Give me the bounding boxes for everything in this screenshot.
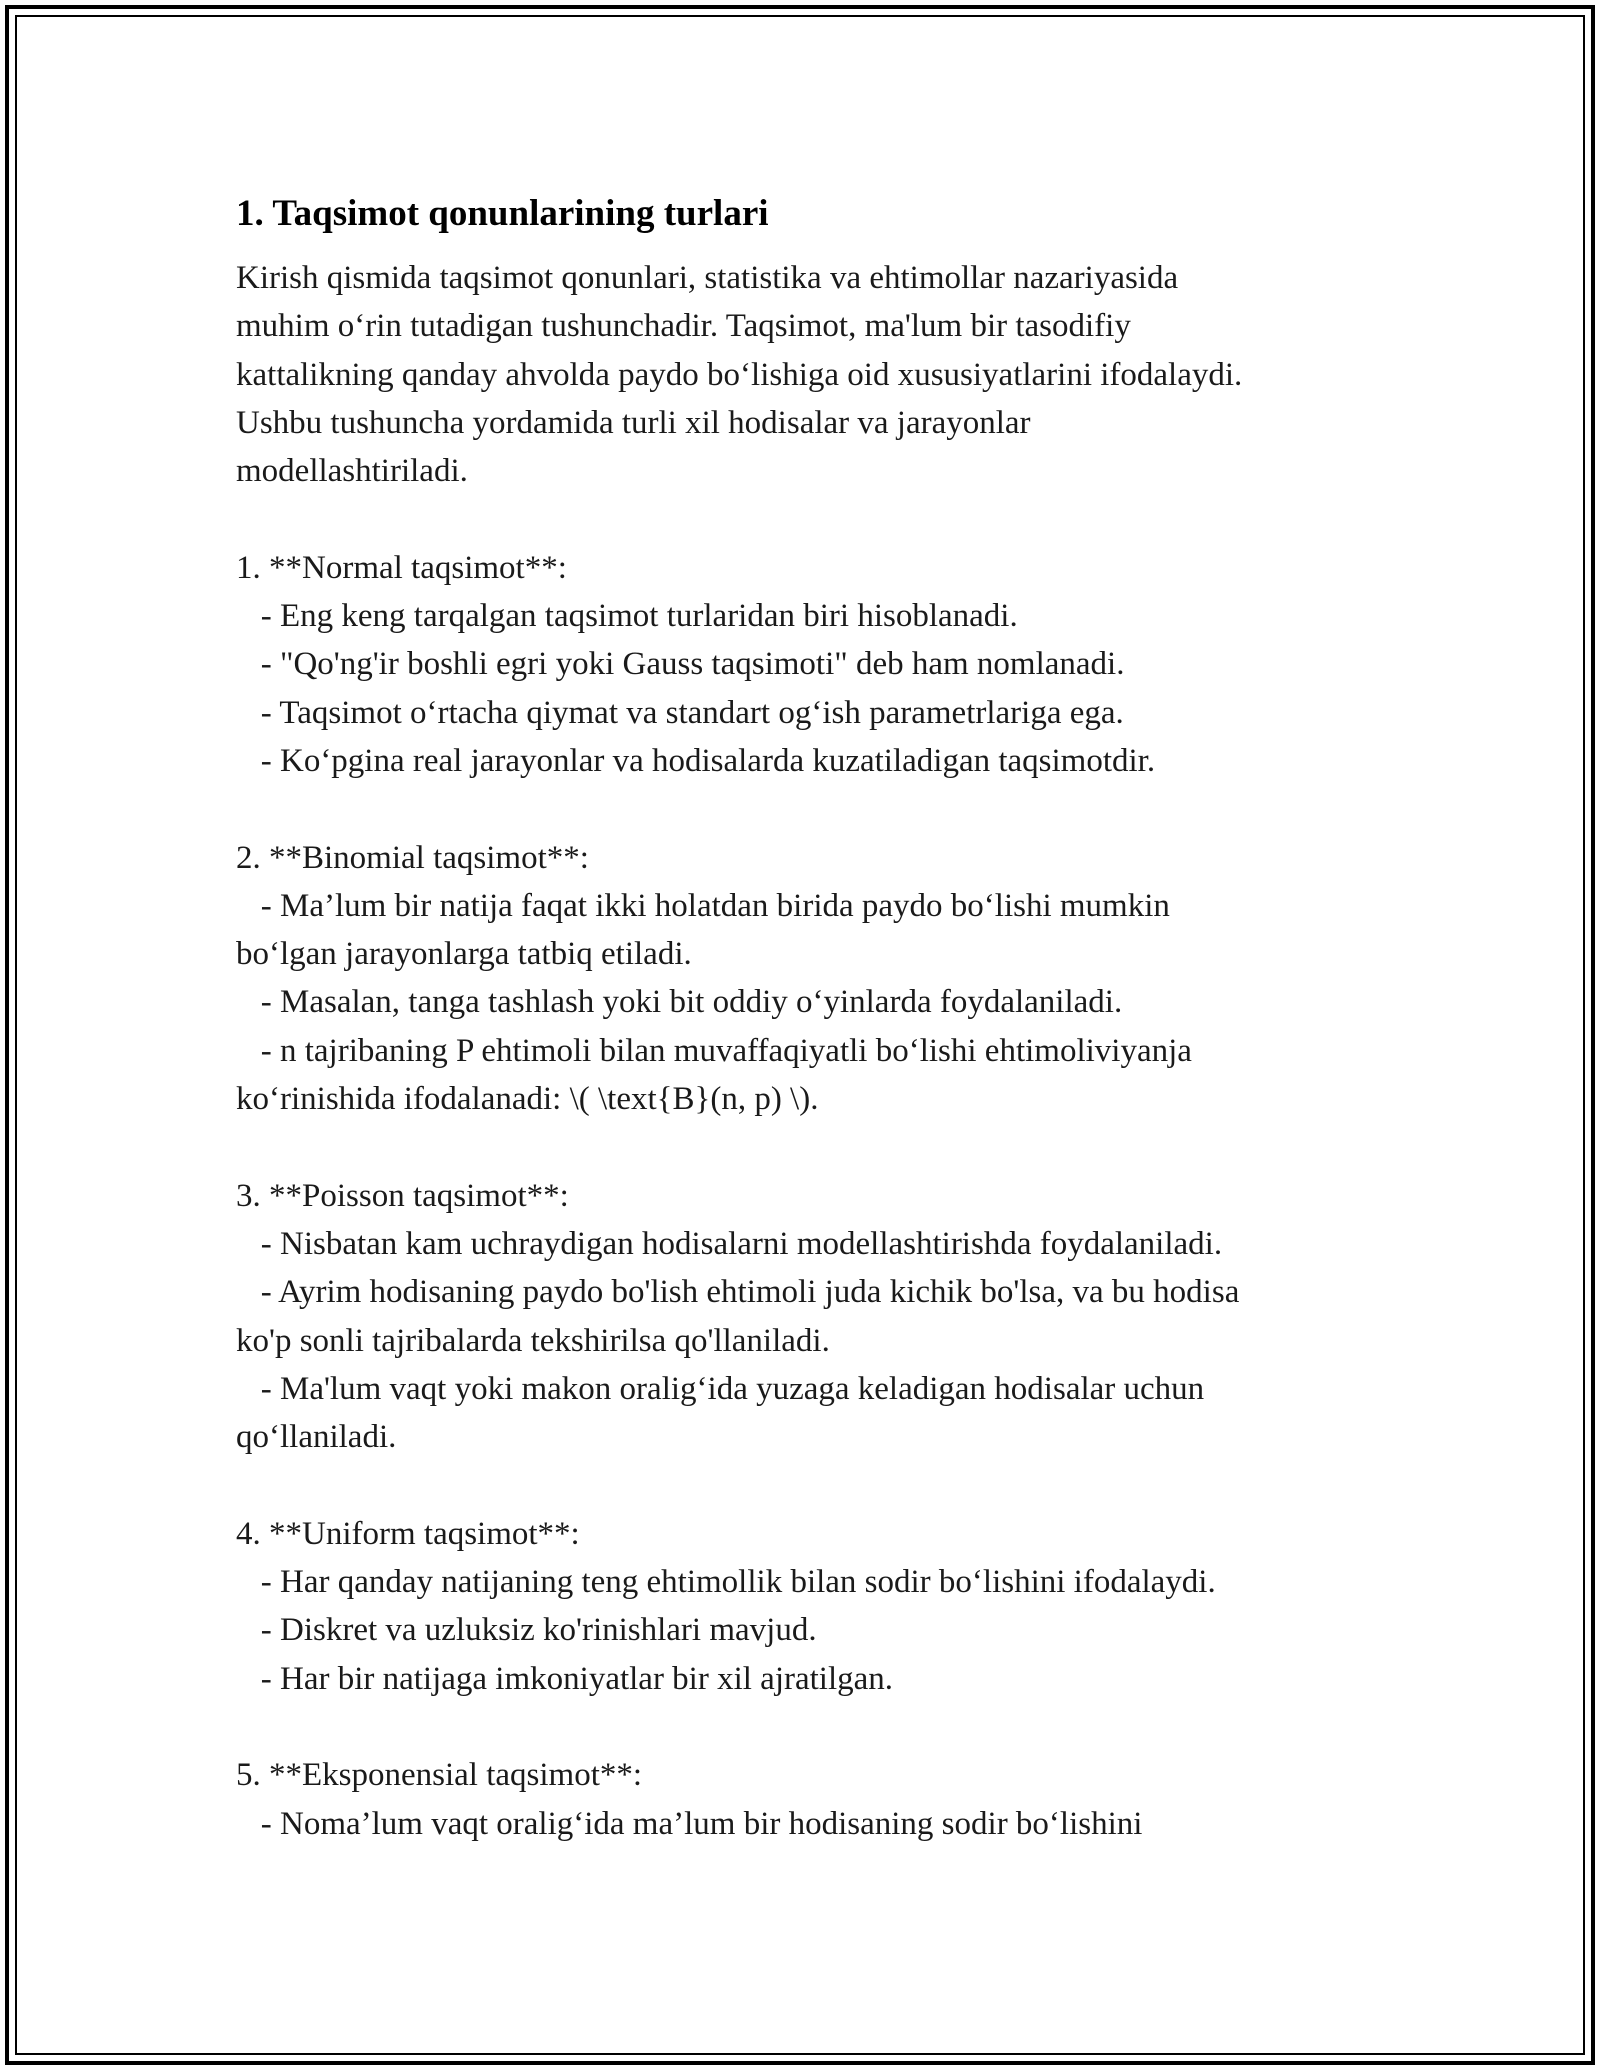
list-item-uniform [236, 1510, 1416, 1703]
list-item-line: - Ayrim hodisaning paydo bo'lish ehtimoli juda kichik bo'lsa, va bu hodisa [236, 1274, 1240, 1311]
intro-line: kattalikning qanday ahvolda paydo bo‘lishiga oid xususiyatlarini ifodalaydi. [236, 356, 1243, 393]
intro-paragraph [236, 254, 1416, 495]
list-item-line: - Noma’lum vaqt oralig‘ida ma’lum bir hodisaning sodir bo‘lishini [236, 1805, 1143, 1842]
list-item-line: ko'p sonli tajribalarda tekshirilsa qo'llaniladi. [236, 1322, 830, 1359]
list-item-line: bo‘lgan jarayonlarga tatbiq etiladi. [236, 936, 692, 973]
list-item-line: - Ko‘pgina real jarayonlar va hodisalarda kuzatiladigan taqsimotdir. [236, 742, 1156, 779]
list-item-line: - Ma'lum vaqt yoki makon oralig‘ida yuzaga keladigan hodisalar uchun [236, 1370, 1205, 1407]
list-item-line: ko‘rinishida ifodalanadi: \( \text{B}(n, p) \). [236, 1081, 819, 1118]
list-item-line: qo‘llaniladi. [236, 1419, 397, 1456]
list-item-title: 4. **Uniform taqsimot**: [236, 1515, 580, 1552]
list-item-normal [236, 544, 1416, 785]
list-item-line: - n tajribaning P ehtimoli bilan muvaffaqiyatli bo‘lishi ehtimoliviyanja [236, 1032, 1192, 1069]
section-heading: 1. Taqsimot qonunlarining turlari [236, 193, 769, 234]
intro-line: modellashtiriladi. [236, 453, 468, 490]
list-item-exponential [236, 1751, 1416, 1848]
list-item-line: - Eng keng tarqalgan taqsimot turlaridan biri hisoblanadi. [236, 598, 1018, 635]
list-item-line: - Masalan, tanga tashlash yoki bit oddiy o‘yinlarda foydalaniladi. [236, 984, 1123, 1021]
intro-line: Kirish qismida taqsimot qonunlari, statistika va ehtimollar nazariyasida [236, 260, 1179, 296]
list-item-line: - Taqsimot o‘rtacha qiymat va standart og‘ish parametrlariga ega. [236, 694, 1124, 731]
list-item-title: 3. **Poisson taqsimot**: [236, 1177, 569, 1214]
document-body [236, 186, 1416, 1848]
list-item-line: - Diskret va uzluksiz ko'rinishlari mavjud. [236, 1612, 817, 1649]
list-item-title: 1. **Normal taqsimot**: [236, 549, 567, 586]
list-item-line: - Ma’lum bir natija faqat ikki holatdan birida paydo bo‘lishi mumkin [236, 887, 1170, 924]
list-item-poisson [236, 1172, 1416, 1462]
intro-line: Ushbu tushuncha yordamida turli xil hodisalar va jarayonlar [236, 404, 1031, 441]
list-item-line: - "Qo'ng'ir boshli egri yoki Gauss taqsimoti" deb ham nomlanadi. [236, 646, 1125, 683]
intro-line: muhim o‘rin tutadigan tushunchadir. Taqsimot, ma'lum bir tasodifiy [236, 308, 1131, 345]
list-item-line: - Har qanday natijaning teng ehtimollik bilan sodir bo‘lishini ifodalaydi. [236, 1564, 1216, 1601]
list-item-line: - Har bir natijaga imkoniyatlar bir xil ajratilgan. [236, 1660, 894, 1697]
list-item-line: - Nisbatan kam uchraydigan hodisalarni modellashtirishda foydalaniladi. [236, 1225, 1223, 1262]
list-item-binomial [236, 834, 1416, 1124]
list-item-title: 5. **Eksponensial taqsimot**: [236, 1757, 643, 1794]
list-item-title: 2. **Binomial taqsimot**: [236, 839, 589, 876]
